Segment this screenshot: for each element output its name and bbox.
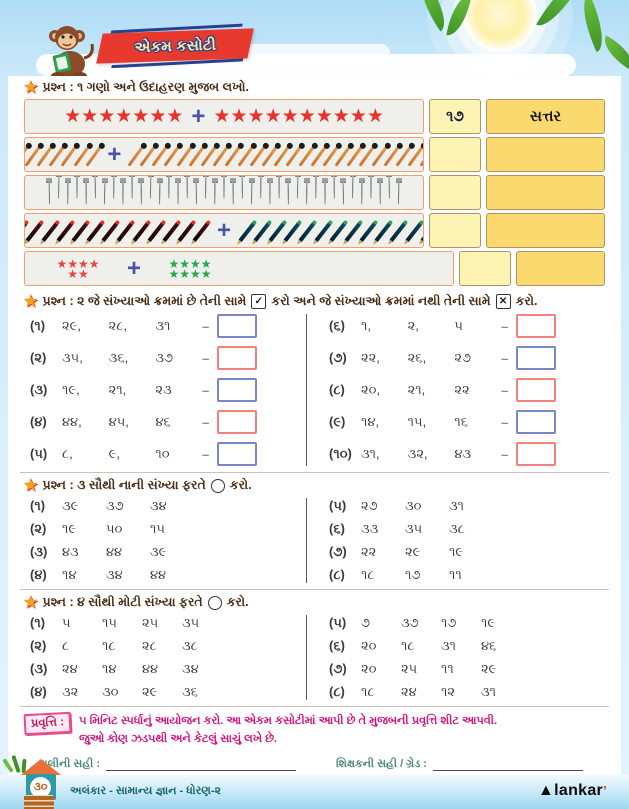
nail-icon <box>56 175 62 202</box>
check-answer-box[interactable] <box>516 442 556 466</box>
nail-icon <box>92 175 98 202</box>
star-icon <box>265 107 282 126</box>
star-sm-icon <box>168 268 179 280</box>
nail-icon <box>212 178 218 208</box>
check-answer-box[interactable] <box>217 346 257 370</box>
q3-item: (૫) ૨૭ ૩૦ ૩૧ <box>329 498 465 513</box>
nail-icon <box>267 178 273 208</box>
q4-item: (૬) ૨૦ ૧૮ ૩૧ ૪૬ <box>329 638 497 653</box>
numeral-answer-box[interactable]: ૧૭ <box>429 99 481 134</box>
nail-icon <box>331 175 337 202</box>
nail-icon <box>138 178 144 208</box>
star-icon <box>98 107 115 126</box>
star-icon <box>230 107 247 126</box>
nail-icon <box>350 175 356 202</box>
star-icon <box>149 107 166 126</box>
q3-left-column <box>24 498 306 583</box>
page-number: ૩૦ <box>30 777 51 798</box>
q3-item: (૨) ૧૯ ૫૦ ૧૫ <box>30 521 165 536</box>
crossed-box-icon: ✕ <box>496 294 511 309</box>
section-divider <box>20 472 609 473</box>
nail-icon <box>193 178 199 208</box>
q3-item: (૪) ૧૪ ૩૪ ૪૪ <box>30 567 167 582</box>
star-icon <box>333 107 350 126</box>
nail-icon <box>313 175 319 202</box>
q2-heading: ★ પ્રશ્ન : ૨ જે સંખ્યાઓ ક્રમમાં છે તેની સામે ✓ કરો અને જે સંખ્યાઓ ક્રમમાં નથી તેની સામે ✕ કરો. <box>24 293 538 310</box>
plus-icon: + <box>217 216 232 244</box>
star-sm-icon <box>89 258 100 270</box>
sun-decoration <box>463 0 537 52</box>
star-icon <box>213 107 230 126</box>
check-answer-box[interactable] <box>217 442 257 466</box>
nail-icon <box>386 175 392 202</box>
numeral-answer-box[interactable] <box>429 213 481 248</box>
star-icon <box>132 107 149 126</box>
nail-icon <box>129 175 135 202</box>
nail-icon <box>340 178 346 208</box>
numeral-answer-box[interactable] <box>429 137 481 172</box>
numeral-answer-box[interactable] <box>429 175 481 210</box>
nail-icon <box>285 178 291 208</box>
q3-item: (૮) ૧૮ ૧૭ ૧૧ <box>329 567 462 582</box>
q2-item: (૨) ૩૫, ૩૬, ૩૭ – <box>30 346 306 370</box>
circle-icon <box>208 596 222 610</box>
star-icon <box>166 107 183 126</box>
star-bullet-icon: ★ <box>24 594 38 611</box>
nail-icon <box>102 178 108 208</box>
star-icon <box>282 107 299 126</box>
q3-item: (૬) ૩૩ ૩૫ ૩૮ <box>329 521 465 536</box>
publisher-logo: ▲lankar’ <box>537 782 607 799</box>
word-answer-box[interactable] <box>486 137 605 172</box>
q2-item: (૧૦) ૩૧, ૩૨, ૪૩ – <box>329 442 605 466</box>
green-star-cluster <box>167 259 213 279</box>
nail-icon <box>304 178 310 208</box>
star-sm-icon <box>67 268 78 280</box>
q2-item: (૯) ૧૪, ૧૫, ૧૬ – <box>329 410 605 434</box>
teacher-signature-line[interactable] <box>433 758 583 771</box>
publisher-name: lankar <box>554 782 604 799</box>
q1-row-matchsticks <box>24 137 605 172</box>
star-icon <box>248 107 265 126</box>
star-sm-icon <box>201 268 212 280</box>
q3-list <box>24 498 605 583</box>
nail-icon <box>111 175 117 202</box>
checked-box-icon: ✓ <box>251 294 266 309</box>
star-sm-icon <box>190 268 201 280</box>
check-answer-box[interactable] <box>516 410 556 434</box>
star-icon <box>64 107 81 126</box>
nail-icon <box>239 175 245 202</box>
star-group <box>213 107 383 126</box>
q4-left-column <box>24 615 306 700</box>
dark-pen-group <box>24 218 209 244</box>
teacher-signature-label: શિક્ષકની સહી / ગ્રેડ : <box>336 758 427 770</box>
nail-icon <box>74 175 80 202</box>
q2-item: (૫) ૮, ૯, ૧૦ – <box>30 442 306 466</box>
check-answer-box[interactable] <box>516 346 556 370</box>
matchstick-group <box>24 142 99 168</box>
q2-list <box>24 314 605 466</box>
nail-icon <box>221 175 227 202</box>
star-icon <box>81 107 98 126</box>
q2-item: (૪) ૪૪, ૪૫, ૪૬ – <box>30 410 306 434</box>
q4-item: (૫) ૭ ૩૭ ૧૭ ૧૯ <box>329 615 496 630</box>
plus-icon: + <box>127 254 142 282</box>
q4-heading: ★ પ્રશ્ન : ૪ સૌથી મોટી સંખ્યા ફરતે કરો. <box>24 594 249 611</box>
plus-icon: + <box>107 140 122 168</box>
circle-icon <box>211 479 225 493</box>
section-divider <box>20 589 609 590</box>
nail-icon <box>148 175 154 202</box>
q4-item: (૧) ૫ ૧૫ ૨૫ ૩૫ <box>30 615 200 630</box>
star-icon <box>316 107 333 126</box>
nail-icon <box>65 178 71 208</box>
word-answer-box[interactable]: સત્તર <box>486 99 605 134</box>
q2-item: (૭) ૨૨, ૨૬, ૨૭ – <box>329 346 605 370</box>
nail-icon <box>157 178 163 208</box>
q4-item: (૮) ૧૮ ૨૪ ૧૨ ૩૧ <box>329 684 497 699</box>
q3-item: (૧) ૩૯ ૩૭ ૩૪ <box>30 498 167 513</box>
q4-list <box>24 615 605 700</box>
nail-icon <box>203 175 209 202</box>
worksheet-body <box>8 76 621 775</box>
nail-icon <box>184 175 190 202</box>
star-icon <box>367 107 384 126</box>
q2-item: (૮) ૨૦, ૨૧, ૨૨ – <box>329 378 605 402</box>
star-bullet-icon: ★ <box>24 293 38 310</box>
book-series-title: અલંકાર - સામાન્ય જ્ઞાન - ધોરણ-૨ <box>70 785 221 797</box>
q3-item: (૭) ૨૨ ૨૯ ૧૯ <box>329 544 464 559</box>
star-sm-icon <box>78 268 89 280</box>
q1-row-stars <box>24 99 605 134</box>
leaf-icon <box>536 0 582 33</box>
q4-item: (૪) ૩૨ ૩૦ ૨૯ ૩૬ <box>30 684 198 699</box>
q1-row-nails <box>24 175 605 210</box>
nail-icon <box>359 178 365 208</box>
red-star-cluster <box>55 259 101 279</box>
activity-note <box>24 713 605 748</box>
check-answer-box[interactable] <box>516 314 556 338</box>
q4-right-column <box>306 615 605 700</box>
check-answer-box[interactable] <box>516 378 556 402</box>
footer-strip <box>0 775 629 809</box>
word-answer-box[interactable] <box>516 251 605 286</box>
nail-icon <box>258 175 264 202</box>
star-group <box>64 107 183 126</box>
plus-icon: + <box>191 102 206 130</box>
pen-icon <box>192 221 210 242</box>
nail-icon <box>175 178 181 208</box>
q2-right-column <box>306 314 605 466</box>
page-title-ribbon <box>96 28 254 63</box>
nail-icon <box>276 175 282 202</box>
q2-item: (૬) ૧, ૨, ૫ – <box>329 314 605 338</box>
star-sm-icon <box>179 268 190 280</box>
q2-item: (૧) ૨૯, ૨૮, ૩૧ – <box>30 314 306 338</box>
word-answer-box[interactable] <box>486 175 605 210</box>
nail-group <box>45 178 403 208</box>
check-answer-box[interactable] <box>217 410 257 434</box>
q3-heading: ★ પ્રશ્ન : ૩ સૌથી નાની સંખ્યા ફરતે કરો. <box>24 477 252 494</box>
q1-row-pens <box>24 213 605 248</box>
q1-row-star-clusters <box>24 251 605 286</box>
star-sm-icon <box>56 258 67 270</box>
q1-heading: ★ પ્રશ્ન : ૧ ગણો અને ઉદાહરણ મુજબ લખો. <box>24 79 249 96</box>
star-bullet-icon: ★ <box>24 79 38 96</box>
bricks-decoration <box>24 795 54 809</box>
q4-item: (૩) ૨૪ ૧૪ ૪૪ ૩૪ <box>30 661 199 676</box>
q3-right-column <box>306 498 605 583</box>
star-icon <box>115 107 132 126</box>
q3-item: (૩) ૪૩ ૪૪ ૩૯ <box>30 544 167 559</box>
q2-item: (૩) ૧૯, ૨૧, ૨૩ – <box>30 378 306 402</box>
nail-icon <box>396 178 402 208</box>
nail-icon <box>166 175 172 202</box>
nail-icon <box>295 175 301 202</box>
matchstick-group <box>129 142 424 168</box>
guardian-signature-label: વાલીની સહી : <box>38 758 101 770</box>
nail-icon <box>83 178 89 208</box>
check-answer-box[interactable] <box>217 378 257 402</box>
blue-pen-group <box>239 218 424 244</box>
numeral-answer-box[interactable] <box>459 251 511 286</box>
nail-icon <box>230 178 236 208</box>
nail-icon <box>322 178 328 208</box>
section-divider <box>20 706 609 707</box>
star-icon <box>350 107 367 126</box>
nail-icon <box>368 175 374 202</box>
page-title: એકમ કસોટી <box>134 36 216 56</box>
nail-icon <box>120 178 126 208</box>
signature-row <box>24 758 605 771</box>
q4-item: (૭) ૨૦ ૨૫ ૧૧ ૨૯ <box>329 661 497 676</box>
q1-table <box>24 99 605 286</box>
nail-icon <box>249 178 255 208</box>
activity-label: પ્રવૃત્તિ : <box>23 712 71 735</box>
q2-left-column <box>24 314 306 466</box>
nail-icon <box>46 178 52 208</box>
guardian-signature-line[interactable] <box>106 758 296 771</box>
check-answer-box[interactable] <box>217 314 257 338</box>
nail-icon <box>377 178 383 208</box>
star-icon <box>299 107 316 126</box>
q4-item: (૨) ૮ ૧૮ ૨૮ ૩૮ <box>30 638 198 653</box>
activity-text: ૫ મિનિટ સ્પર્ધાનું આયોજન કરો. આ એકમ કસોટીમાં આપી છે તે મુજબની પ્રવૃત્તિ શીટ આપવી. જુઓ કોણ ઝડપથી અને કેટલું સાચું લખે છે. <box>79 715 498 745</box>
word-answer-box[interactable] <box>486 213 605 248</box>
star-bullet-icon: ★ <box>24 477 38 494</box>
